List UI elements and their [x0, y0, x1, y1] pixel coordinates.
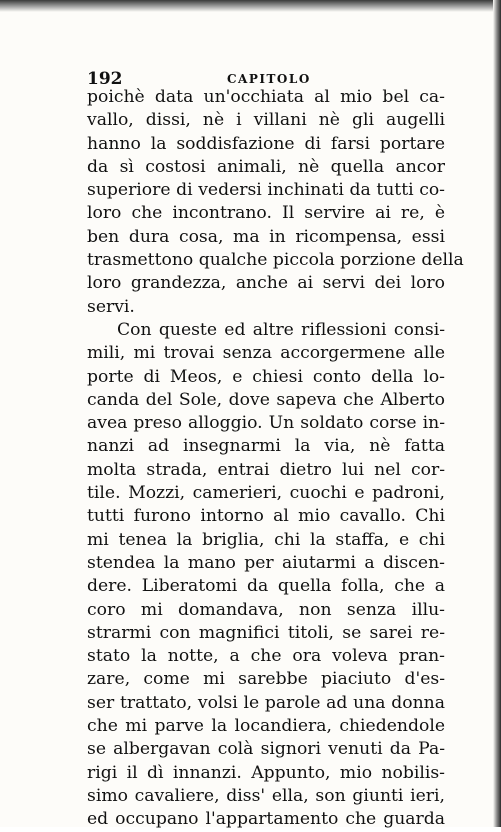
text-line: nanzi ad insegnarmi la via, nè fatta — [87, 436, 445, 457]
text-line: avea preso alloggio. Un soldato corse in- — [87, 413, 445, 434]
text-line: porte di Meos, e chiesi conto della lo- — [87, 366, 445, 387]
body-text — [87, 86, 464, 832]
text-line: stendea la mano per aiutarmi a discen- — [87, 552, 445, 573]
running-title: CAPITOLO — [227, 72, 311, 86]
text-line: strarmi con magnifici titoli, se sarei re- — [87, 622, 445, 643]
text-line: mili, mi trovai senza accorgermene alle — [87, 343, 445, 364]
text-line: vallo, dissi, nè i villani nè gli augelli — [87, 110, 445, 131]
text-line: superiore di vedersi inchinati da tutti co- — [87, 180, 445, 201]
text-line: ed occupano l'appartamento che guarda — [87, 809, 445, 830]
page-edge-shadow-top — [0, 0, 501, 12]
text-line: ser trattato, volsi le parole ad una donna — [87, 692, 445, 713]
text-line: hanno la soddisfazione di farsi portare — [87, 133, 445, 154]
text-line: simo cavaliere, diss' ella, son giunti ieri, — [87, 785, 445, 806]
text-line: da sì costosi animali, nè quella ancor — [87, 156, 445, 177]
text-line: se albergavan colà signori venuti da Pa- — [87, 739, 445, 760]
paragraph-end-line: servi. — [87, 296, 135, 317]
text-line: loro che incontrano. Il servire ai re, è — [87, 203, 445, 224]
text-line: zare, come mi sarebbe piaciuto d'es- — [87, 669, 445, 690]
text-line: loro grandezza, anche ai servi dei loro — [87, 273, 445, 294]
text-line: che mi parve la locandiera, chiedendole — [87, 716, 445, 737]
text-line: rigi il dì innanzi. Appunto, mio nobilis- — [87, 762, 445, 783]
text-line: tile. Mozzi, camerieri, cuochi e padroni, — [87, 483, 445, 504]
text-line: stato la notte, a che ora voleva pran- — [87, 646, 445, 667]
text-line: tutti furono intorno al mio cavallo. Chi — [87, 506, 445, 527]
text-line: dere. Liberatomi da quella folla, che a — [87, 576, 445, 597]
text-line: ben dura cosa, ma in ricompensa, essi — [87, 226, 445, 247]
page-number: 192 — [87, 69, 123, 89]
text-line: molta strada, entrai dietro lui nel cor- — [87, 459, 445, 480]
paragraph-start-line: Con queste ed altre riflessioni consi- — [117, 319, 445, 340]
text-line: canda del Sole, dove sapeva che Alberto — [87, 389, 445, 410]
text-line: poichè data un'occhiata al mio bel ca- — [87, 87, 445, 107]
text-line: mi tenea la briglia, chi la staffa, e chi — [87, 529, 445, 550]
text-line: trasmettono qualche piccola porzione della — [87, 250, 464, 271]
text-line: coro mi domandava, non senza illu- — [87, 599, 445, 620]
page-edge-shadow-right — [493, 0, 501, 827]
